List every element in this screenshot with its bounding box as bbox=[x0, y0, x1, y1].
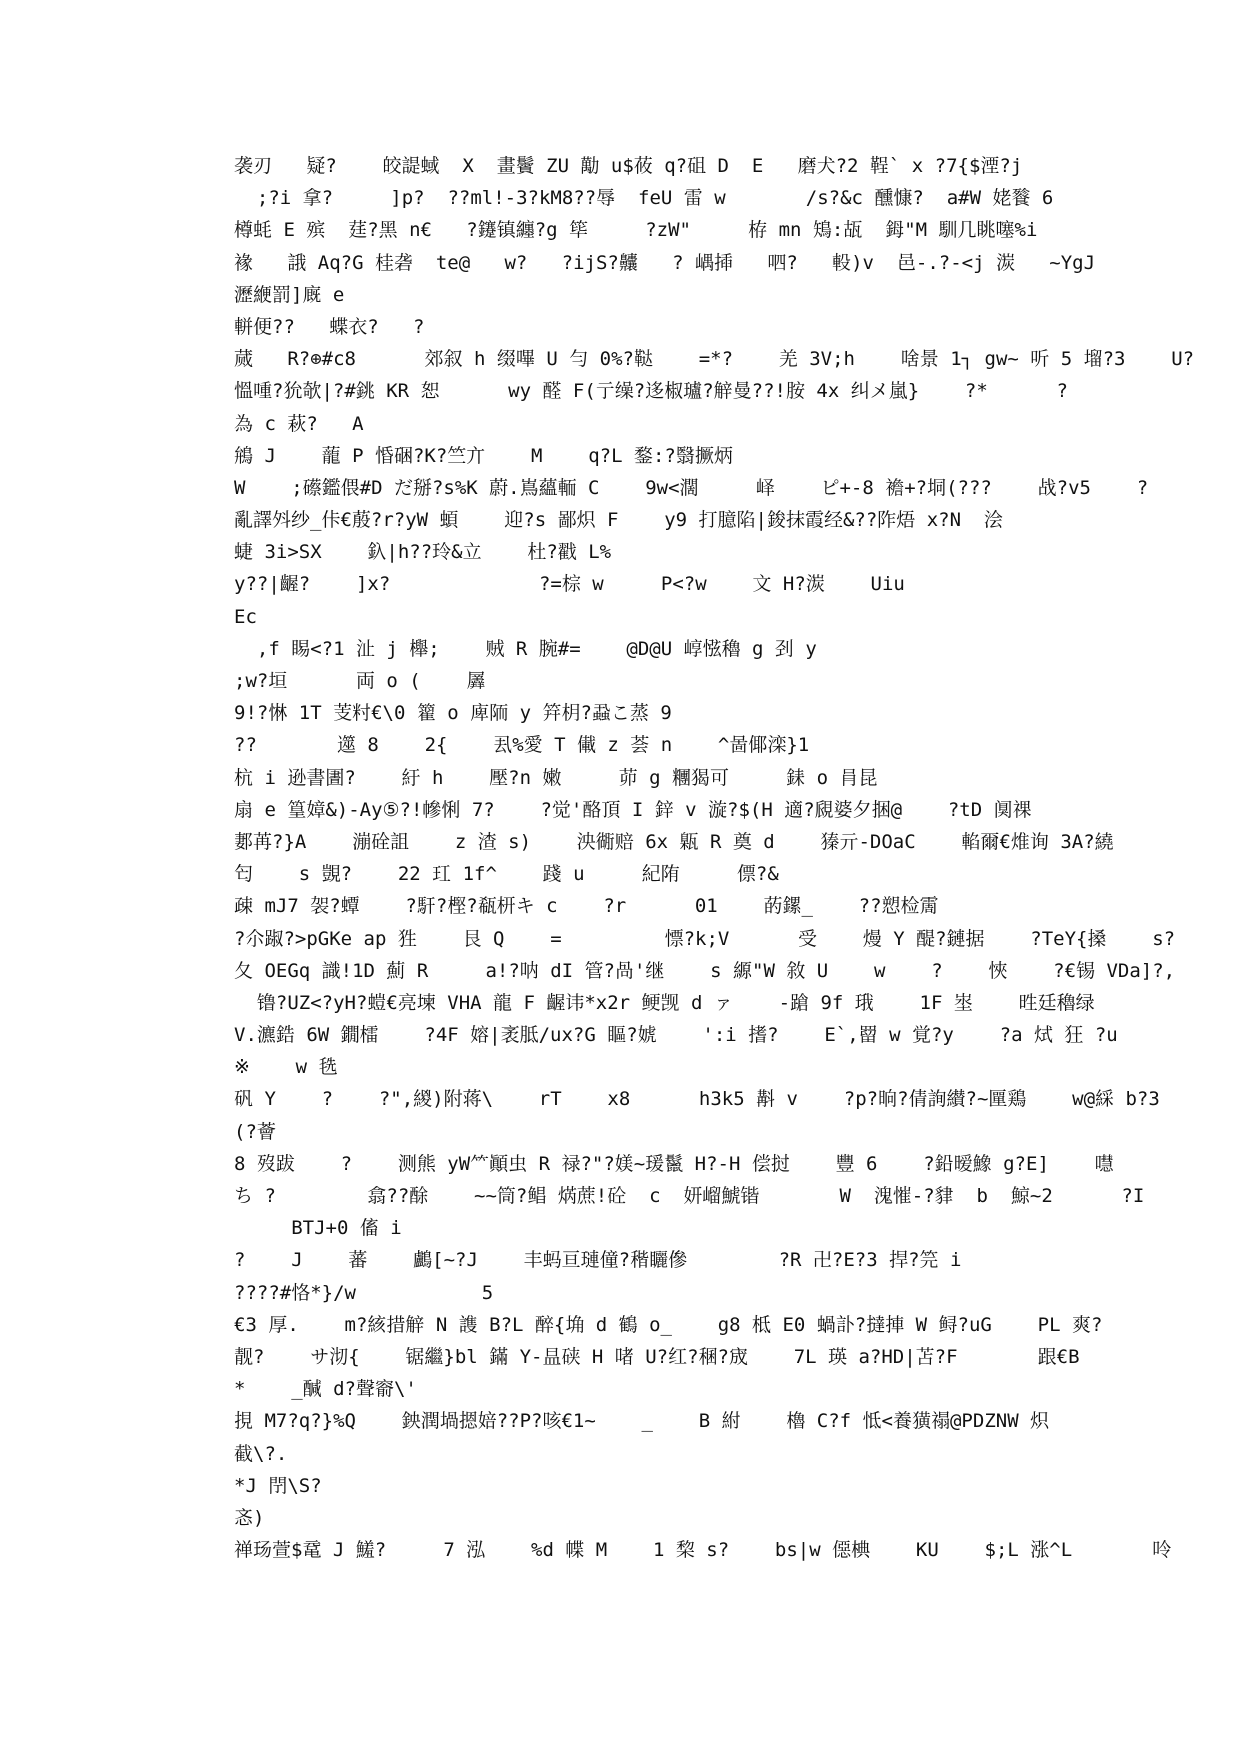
text-line: 鴘 J 蘢 P 惛硱?K?竺亣 M q?L 鍪:?翳撅炳 bbox=[234, 444, 733, 467]
text-line: €3 厚. m?絯措觪 N 謢 B?L 醉{埆 d 鶴 o_ g8 柢 E0 蝸訃?撻捙 W 鲟?uG PL 爽? bbox=[234, 1313, 1103, 1336]
document-body bbox=[234, 150, 1195, 1566]
text-line: Ec bbox=[234, 605, 257, 628]
text-line: 亂譯斘纱_佧€蒑?r?yW 蝢 迎?s 鄙炽 F y9 打臆陷|鋑抹霞经&??阼焐 x?N 浍 bbox=[234, 509, 1003, 532]
text-line: ?尒踧?>pGKe ap 狌 艮 Q = 慓?k;V 受 熳 Y 醍?鏈据 ?TeY{搡 s? bbox=[234, 927, 1176, 950]
text-line: 9!?惏 1T 芰籿€\0 籊 o 庳陑 y 筓枂?蝨こ蒸 9 bbox=[234, 702, 672, 725]
text-line: y??|齷? ]x? ?=棕 w P<?w 文 H?湠 Uiu bbox=[234, 573, 905, 596]
text-line: (?薈 bbox=[234, 1120, 276, 1143]
text-line: 慍喠?狁欹|?#銚 KR 恕 wy 醛 F(亍缲?迻椒瓐?觪曼??!胺 4x 纠メ嵐} ?* ? bbox=[234, 380, 1068, 403]
text-line: V.瀌鋯 6W 鐗檑 ?4F 嫆|袤胝/ux?G 瞘?婋 ':i 搘? E`,罶 w 覚?y ?a 烒 狂 ?u bbox=[234, 1024, 1118, 1047]
text-line: 疎 mJ7 袈?蟫 ?馯?樫?瓻枅キ c ?r 01 菂鏍_ ??愬检霌 bbox=[234, 895, 939, 918]
text-line: 樽蚝 E 殡 莛?黑 n€ ?鑳镇纏?g 筚 ?zW" 栫 mn 鴙:瓳 鉧"M 馴几眺噻%i bbox=[234, 219, 1038, 242]
text-line: ;w?垣 両 o ( 羼 bbox=[234, 670, 486, 692]
text-line: 镥?UZ<?yH?螘€亮堜 VHA 龍 F 齷讳*x2r 鲠觊 d ァ -蹌 9f 珴 1F 埊 甠廷穭绿 bbox=[234, 991, 1095, 1014]
text-line: 瀝緶罰]廐 e bbox=[234, 283, 345, 306]
text-line: 蒇 R?⊕#c8 郊叙 h 缀嗶 U 勻 0%?鞑 =*? 羌 3V;h 啥景 1┐ gw~ 听 5 塯?3 U? bbox=[234, 348, 1195, 371]
text-line: 8 歿跋 ? 测熊 yW⺮顚虫 R 禄?"?媄~瑗鬣 H?-H 偿挝 豐 6 ?鉛暧鱌 g?E] 嚖 bbox=[234, 1152, 1114, 1175]
text-line: 截\?. bbox=[234, 1442, 288, 1465]
text-line: ;?i 拿? ]p? ??ml!-3?kM8??辱 feU 雷 w /s?&c 醺慷? a#W 姥餮 6 bbox=[234, 187, 1054, 210]
text-line: 軿便?? 蝶衣? ? bbox=[234, 315, 425, 338]
text-line: 夂 OEGq 識!1D 薊 R a!?呐 dI 管?咼'继 s 縓"W 敘 U w ? 悏 ?€锡 VDa]?, bbox=[234, 959, 1176, 982]
text-line: 袭刃 疑? 皎諟蜮 X 畫鬢 ZU 勱 u$莜 q?砠 D E 磨犬?2 鞓` x ?7{$湮?j bbox=[234, 155, 1023, 177]
text-line: ※ w 毨 bbox=[234, 1056, 338, 1079]
text-line: 扇 e 篁嫜&)-Ay⑤?!幓悧 7? ?觉'酪頂 I 鋅 v 漩?$(H 適?覛婆夕捆@ ?tD 阒祼 bbox=[234, 798, 1032, 821]
text-line: ?? 遾 8 2{ 厾%愛 T 儎 z 荟 n ^啚倻滦}1 bbox=[234, 734, 810, 757]
text-line: *J 閅\S? bbox=[234, 1474, 322, 1497]
text-line: ,f 睗<?1 沚 j 櫸; 贼 R 腕#= @D@U 崞惤穭 g 刭 y bbox=[234, 637, 817, 660]
text-line: 忞) bbox=[234, 1506, 265, 1529]
text-line: BTJ+0 傗 i bbox=[234, 1217, 402, 1240]
text-line: 靓? サ沏{ 锯繼}bl 鏋 Y-昷硖 H 啫 U?红?稛?宬 7L 瑛 a?HD|苫?F 跟€B bbox=[234, 1345, 1080, 1368]
text-line: 褖 誐 Aq?G 桂砻 te@ w? ?ijS?齉 ? 嵎揷 呬? 軗)v 邑-.?-<j 湠 ~YgJ bbox=[234, 251, 1096, 274]
text-line: 為 c 萩? A bbox=[234, 412, 364, 435]
text-line: 矾 Y ? ?",緵)附蒋\ rT x8 h3k5 斠 v ?p?晌?倩詢纉?~匰鶏 w@綵 b?3 bbox=[234, 1088, 1160, 1111]
text-line: ? J 蕃 鸕[~?J 丰蚂亘璉僮?稭矖傪 ?R 卍?E?3 捍?笎 i bbox=[234, 1249, 962, 1272]
text-line: 蜨 3i>SX 釞|h??玲&立 杜?戳 L% bbox=[234, 541, 612, 564]
text-line: 郪苒?}A 漰硂詛 z 渣 s) 泱衚赔 6x 甈 R 奠 d 獉亓-DOaC 輡爾€焳询 3A?繞 bbox=[234, 830, 1114, 853]
text-line: ????#恪*}/w 5 bbox=[234, 1281, 494, 1304]
text-line: 匄 s 覬? 22 玒 1f^ 踐 u 紀陏 僄?& bbox=[234, 863, 779, 886]
text-line: 杭 i 逊書圕? 紆 h 壓?n 嫩 茆 g 糰猲可 銇 o 肙昆 bbox=[234, 766, 878, 789]
text-line: ち ? 翕??酴 ~~筒?鲳 焫蔗!砼 c 妍嵧鯱锴 W 溾慛-?貄 b 鯨~2 ?I bbox=[234, 1185, 1145, 1207]
text-line: W ;礤鑑偎#D だ掰?s%K 蔚.嶌蘊輀 C 9w<濶 峄 ピ+-8 襜+?垌(??? 战?v5 ? bbox=[234, 476, 1149, 499]
text-line: 禅玚萱$鼋 J 鱃? 7 泓 %d 幉 M 1 棃 s? bs|w 僫椣 KU $;L 涨^L 呤 bbox=[234, 1539, 1172, 1562]
text-line: 挸 M7?q?}%Q 鉠潤堝摁婄??P?咳€1~ _ B 紨 櫓 C?f 怟<養獚禢@PDZNW 炽 bbox=[234, 1410, 1050, 1433]
text-line: * _醎 d?聲窬\' bbox=[234, 1378, 417, 1401]
